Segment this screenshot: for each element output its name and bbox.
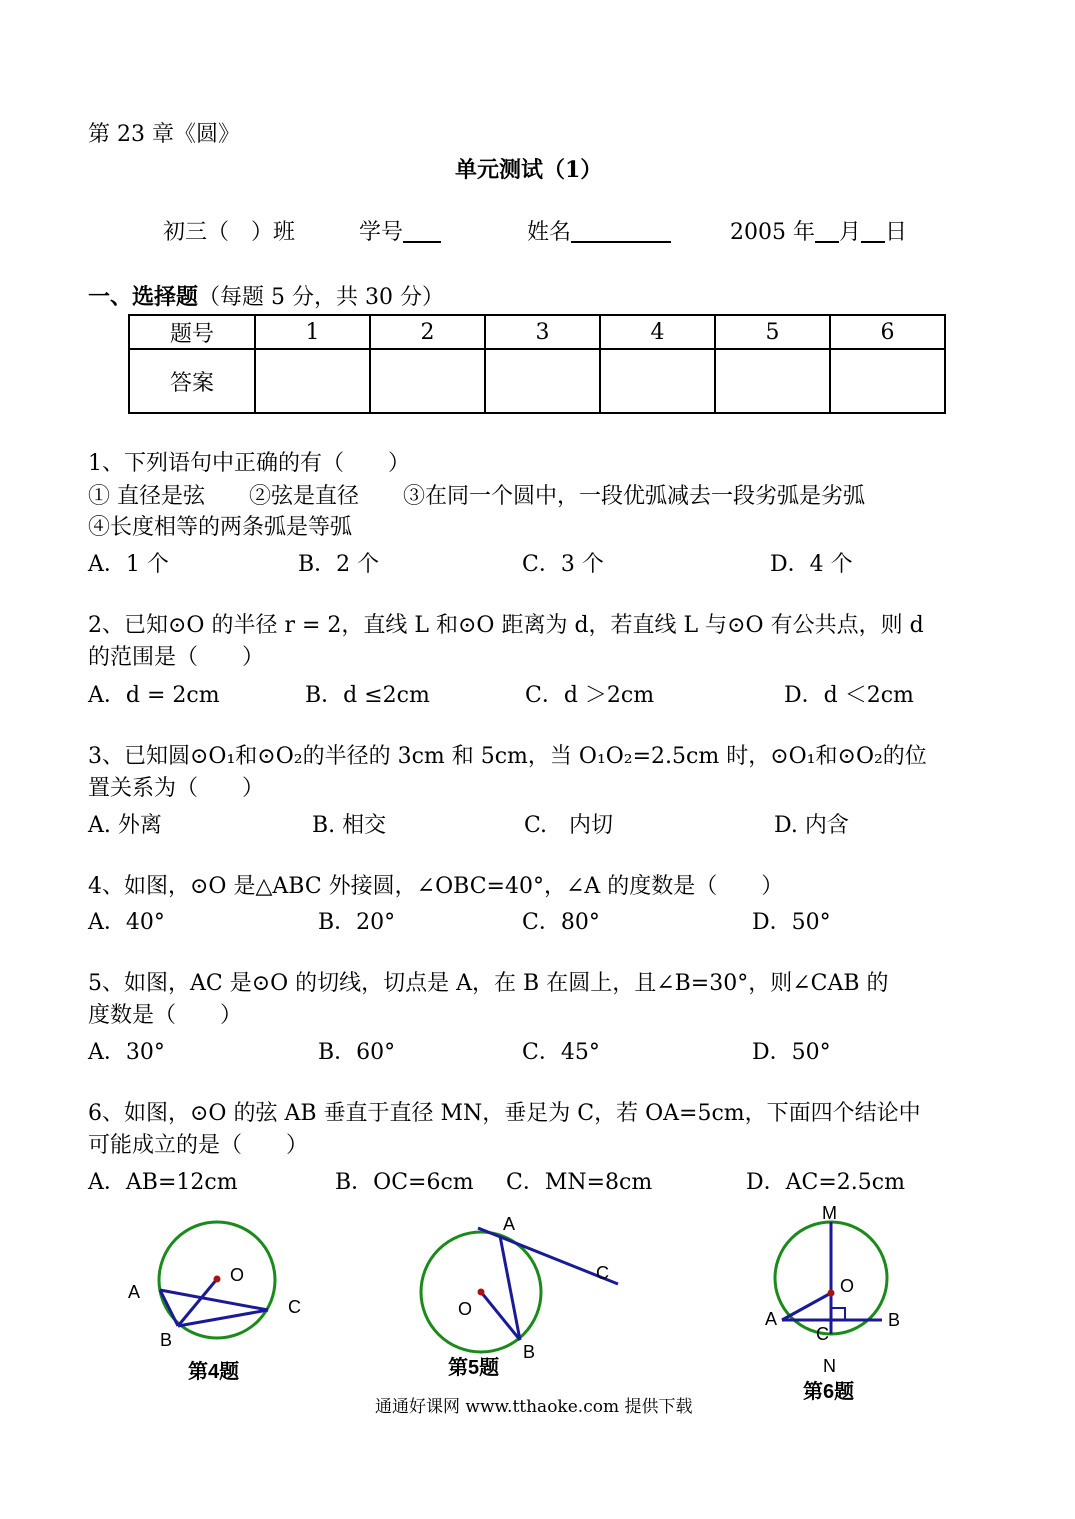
question-1-option-a[interactable]: A．1 个 xyxy=(88,552,169,577)
question-4-option-d[interactable]: D．50° xyxy=(752,910,831,935)
month-label: 月 xyxy=(839,220,862,245)
question-4-option-c[interactable]: C．80° xyxy=(522,910,600,935)
table-header-answer: 答案 xyxy=(129,349,255,413)
question-6-option-b[interactable]: B．OC=6cm xyxy=(335,1170,474,1195)
class-label: 初三（ ）班 xyxy=(163,220,296,245)
question-3-option-a[interactable]: A. 外离 xyxy=(88,813,162,838)
table-cell-number: 3 xyxy=(485,315,600,349)
figure-6 xyxy=(765,1203,900,1403)
question-2-stem: 2、已知⊙O 的半径 r = 2，直线 L 和⊙O 距离为 d，若直线 L 与⊙O 有公共点，则 d xyxy=(88,613,924,638)
question-5-option-a[interactable]: A．30° xyxy=(88,1040,165,1065)
chapter-title: 第 23 章《圆》 xyxy=(88,122,240,147)
question-3-option-d[interactable]: D. 内含 xyxy=(774,813,849,838)
question-5-stem: 5、如图，AC 是⊙O 的切线，切点是 A，在 B 在圆上，且∠B=30°，则∠CAB 的 xyxy=(88,971,889,996)
question-3-stem-cont: 置关系为（ ） xyxy=(88,776,265,801)
fig6-caption: 第6题 xyxy=(803,1381,855,1403)
fig4-center-point xyxy=(214,1276,221,1283)
month-blank[interactable] xyxy=(815,219,839,243)
question-6-stem-cont: 可能成立的是（ ） xyxy=(88,1133,309,1158)
fig4-label-o: O xyxy=(230,1265,245,1285)
table-cell-number: 5 xyxy=(715,315,830,349)
fig6-label-n: N xyxy=(823,1356,836,1376)
fig5-caption: 第5题 xyxy=(448,1357,500,1379)
question-5-stem-cont: 度数是（ ） xyxy=(88,1003,243,1028)
answer-cell[interactable] xyxy=(370,349,485,413)
fig6-center-point xyxy=(828,1290,835,1297)
fig5-label-o: O xyxy=(458,1299,473,1319)
student-info-line xyxy=(163,218,907,248)
page-title: 单元测试（1） xyxy=(455,157,603,183)
question-4-option-b[interactable]: B．20° xyxy=(318,910,396,935)
question-1-statements: ① 直径是弦 ②弦是直径 ③在同一个圆中，一段优弧减去一段劣弧是劣弧 xyxy=(88,484,865,509)
name-label: 姓名 xyxy=(527,220,572,245)
section-note: （每题 5 分，共 30 分） xyxy=(198,285,444,310)
question-3-stem: 3、已知圆⊙O₁和⊙O₂的半径的 3cm 和 5cm，当 O₁O₂=2.5cm 时，⊙O₁和⊙O₂的位 xyxy=(88,744,927,769)
question-4-stem: 4、如图，⊙O 是△ABC 外接圆，∠OBC=40°，∠A 的度数是（ ） xyxy=(88,874,784,899)
fig4-caption: 第4题 xyxy=(188,1361,240,1383)
fig4-line-ab xyxy=(160,1290,178,1326)
fig5-center-point xyxy=(478,1289,485,1296)
question-4-option-a[interactable]: A．40° xyxy=(88,910,165,935)
fig6-label-o: O xyxy=(840,1276,855,1296)
fig5-label-a: A xyxy=(503,1214,516,1234)
footer-credit: 通通好课网 www.tthaoke.com 提供下载 xyxy=(375,1397,693,1417)
year-label: 2005 年 xyxy=(730,220,816,245)
question-2-option-b[interactable]: B．d ≤2cm xyxy=(305,683,430,708)
fig5-line-ab xyxy=(500,1236,520,1340)
figure-4 xyxy=(128,1222,301,1383)
question-3-option-c[interactable]: C. 内切 xyxy=(524,813,614,838)
question-3-option-b[interactable]: B. 相交 xyxy=(312,813,387,838)
fig4-label-a: A xyxy=(128,1282,141,1302)
day-blank[interactable] xyxy=(861,219,885,243)
question-6-stem: 6、如图，⊙O 的弦 AB 垂直于直径 MN，垂足为 C，若 OA=5cm，下面四个结论中 xyxy=(88,1101,921,1126)
fig4-label-b: B xyxy=(160,1330,173,1350)
id-blank[interactable] xyxy=(403,219,441,243)
question-2-stem-cont: 的范围是（ ） xyxy=(88,645,265,670)
fig4-label-c: C xyxy=(288,1297,301,1317)
fig6-label-c: C xyxy=(816,1324,829,1344)
question-6-option-c[interactable]: C．MN=8cm xyxy=(506,1170,653,1195)
table-cell-number: 1 xyxy=(255,315,370,349)
fig6-right-angle-mark xyxy=(831,1308,845,1320)
section-title: 一、选择题 xyxy=(88,284,199,310)
question-5-option-b[interactable]: B．60° xyxy=(318,1040,396,1065)
fig5-label-c: C xyxy=(596,1263,609,1283)
section-heading xyxy=(88,282,444,313)
name-blank[interactable] xyxy=(571,219,671,243)
answer-cell[interactable] xyxy=(830,349,945,413)
figure-5 xyxy=(421,1214,618,1379)
question-6-option-a[interactable]: A．AB=12cm xyxy=(88,1170,238,1195)
id-label: 学号 xyxy=(359,220,404,245)
fig6-label-b: B xyxy=(888,1310,901,1330)
question-1-statement-4: ④长度相等的两条弧是等弧 xyxy=(88,515,353,540)
day-label: 日 xyxy=(885,220,908,245)
answer-cell[interactable] xyxy=(485,349,600,413)
fig6-line-oa xyxy=(782,1293,831,1320)
fig6-label-a: A xyxy=(765,1309,778,1329)
question-1-option-c[interactable]: C．3 个 xyxy=(522,552,604,577)
fig5-label-b: B xyxy=(523,1342,536,1362)
answer-cell[interactable] xyxy=(715,349,830,413)
table-cell-number: 4 xyxy=(600,315,715,349)
question-2-option-c[interactable]: C．d ＞2cm xyxy=(525,683,655,708)
question-5-option-d[interactable]: D．50° xyxy=(752,1040,831,1065)
table-header-number: 题号 xyxy=(129,315,255,349)
answer-cell[interactable] xyxy=(255,349,370,413)
fig4-line-ac xyxy=(160,1290,268,1310)
table-row-answers xyxy=(129,349,945,413)
question-6-option-d[interactable]: D．AC=2.5cm xyxy=(746,1170,905,1195)
question-2-option-a[interactable]: A．d = 2cm xyxy=(88,683,220,708)
question-1-stem: 1、下列语句中正确的有（ ） xyxy=(88,451,410,476)
table-row-numbers xyxy=(129,315,945,349)
question-1-option-b[interactable]: B．2 个 xyxy=(298,552,380,577)
figures-area xyxy=(0,1200,1075,1420)
question-2-option-d[interactable]: D．d ＜2cm xyxy=(784,683,914,708)
answer-cell[interactable] xyxy=(600,349,715,413)
table-cell-number: 6 xyxy=(830,315,945,349)
table-cell-number: 2 xyxy=(370,315,485,349)
question-5-option-c[interactable]: C．45° xyxy=(522,1040,600,1065)
fig6-label-m: M xyxy=(822,1203,837,1223)
answer-table xyxy=(128,314,946,414)
question-1-option-d[interactable]: D．4 个 xyxy=(770,552,853,577)
